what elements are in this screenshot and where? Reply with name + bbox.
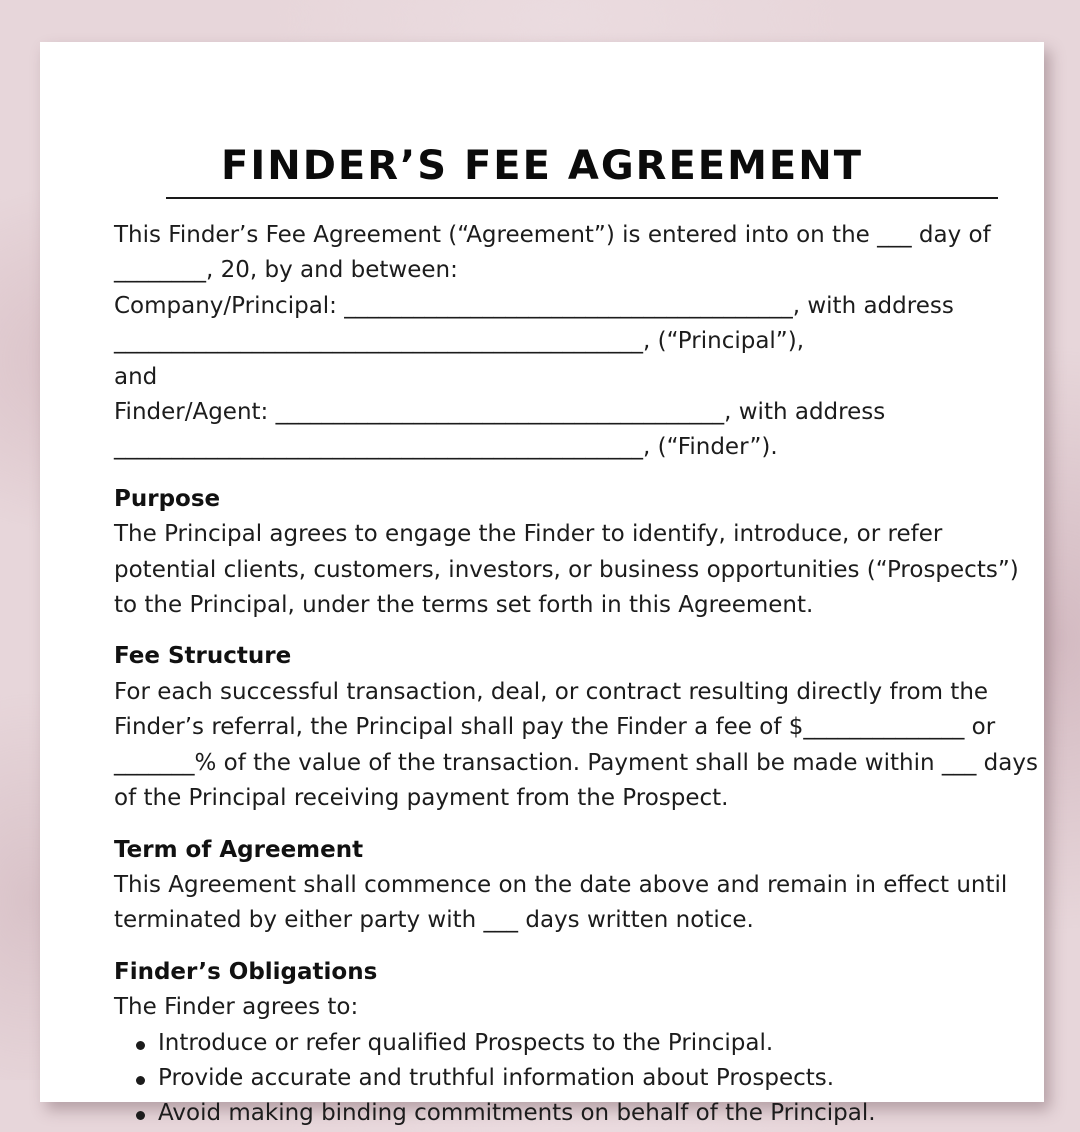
section-line: Finder’s referral, the Principal shall pay the Finder a fee of $______________ or: [114, 714, 996, 741]
section-gap: [114, 939, 1064, 955]
section-line: For each successful transaction, deal, or contract resulting directly from the: [114, 678, 989, 705]
intro-line: ______________________________________________, (“Principal”),: [114, 328, 805, 355]
section-finder-obligations: [114, 955, 1064, 1132]
intro-paragraph: [114, 218, 1064, 466]
section-term: [114, 833, 1064, 939]
section-heading: Term of Agreement: [114, 836, 364, 863]
section-fee-structure: [114, 639, 1064, 816]
section-gap: [114, 623, 1064, 639]
section-line: This Agreement shall commence on the date above and remain in effect until: [114, 871, 1008, 898]
section-line: The Finder agrees to:: [114, 994, 359, 1021]
document-body: [114, 218, 1064, 1132]
section-line: The Principal agrees to engage the Finder to identify, introduce, or refer: [114, 521, 943, 548]
section-line: of the Principal receiving payment from the Prospect.: [114, 785, 729, 812]
bullet-item: Avoid making binding commitments on behalf of the Principal.: [114, 1096, 1064, 1131]
section-heading: Purpose: [114, 485, 221, 512]
section-gap: [114, 466, 1064, 482]
section-line: terminated by either party with ___ days written notice.: [114, 907, 754, 934]
section-purpose: [114, 482, 1064, 624]
intro-line: and: [114, 363, 158, 390]
intro-line: Company/Principal: _______________________________________, with address: [114, 292, 954, 319]
section-heading: Finder’s Obligations: [114, 958, 378, 985]
intro-line: ______________________________________________, (“Finder”).: [114, 434, 778, 461]
intro-line: Finder/Agent: _______________________________________, with address: [114, 399, 886, 426]
bullet-item: Provide accurate and truthful information about Prospects.: [114, 1061, 1064, 1096]
intro-line: This Finder’s Fee Agreement (“Agreement”) is entered into on the ___ day of: [114, 222, 991, 248]
bullet-item: Introduce or refer qualified Prospects to the Principal.: [114, 1026, 1064, 1061]
document-page: [40, 42, 1044, 1127]
section-gap: [114, 817, 1064, 833]
title-underline: [166, 197, 998, 199]
section-line: potential clients, customers, investors, or business opportunities (“Prospects”): [114, 556, 1019, 583]
section-line: _______% of the value of the transaction. Payment shall be made within ___ days: [114, 749, 1038, 776]
section-heading: Fee Structure: [114, 643, 292, 670]
intro-line: ________, 20, by and between:: [114, 257, 458, 284]
section-line: to the Principal, under the terms set forth in this Agreement.: [114, 592, 814, 619]
document-title: FINDER’S FEE AGREEMENT: [221, 143, 863, 189]
